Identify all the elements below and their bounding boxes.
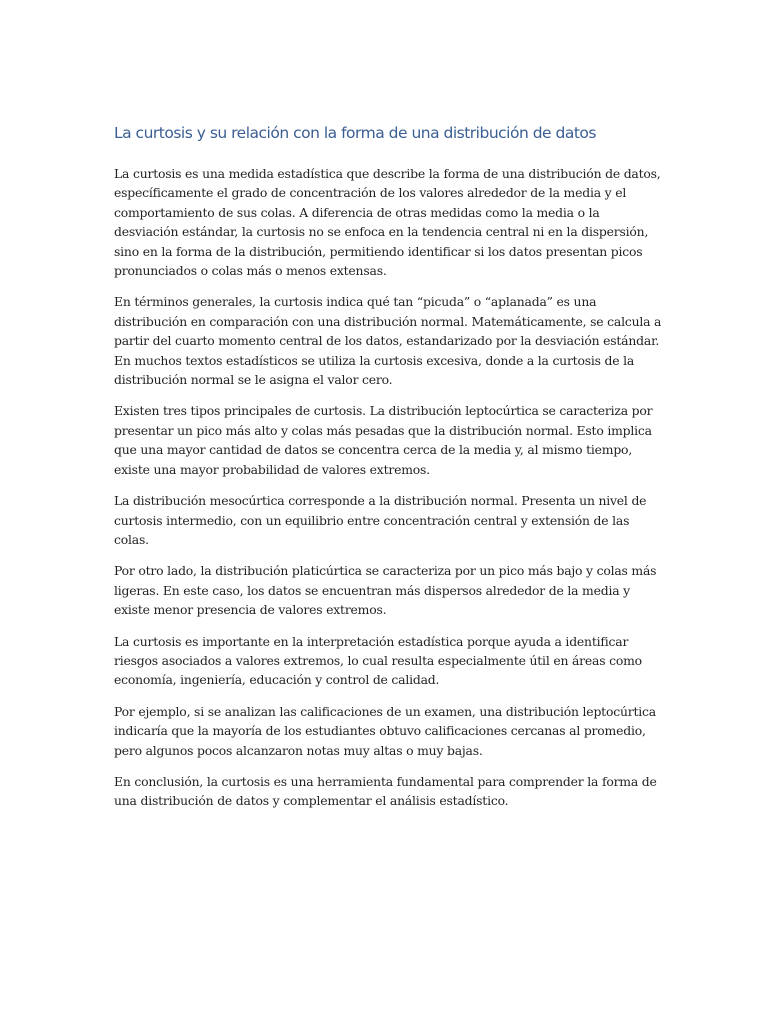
- paragraph-6: La curtosis es importante en la interpretación estadística porque ayuda a identificar riesgos asociados a valores extremos, lo cual resulta especialmente útil en áreas como economía, ingeniería, educación y control de calidad.: [114, 633, 642, 688]
- paragraph-4: La distribución mesocúrtica corresponde a la distribución normal. Presenta un nivel de curtosis intermedio, con un equilibrio entre concentración central y extensión de las colas.: [114, 493, 647, 547]
- document-body: [114, 124, 662, 823]
- paragraph-8: En conclusión, la curtosis es una herramienta fundamental para comprender la forma de una distribución de datos y complementar el análisis estadístico.: [114, 773, 657, 809]
- document-title: La curtosis y su relación con la forma de una distribución de datos: [114, 124, 596, 142]
- paragraph-1: La curtosis es una medida estadística que describe la forma de una distribución de datos, específicamente el grado de concentración de los valores alrededor de la media y el comportamiento de sus colas. A diferencia de otras medidas como la media o la desviación estándar, la curtosis no se enfoca en la tendencia central ni en la dispersión, sino en la forma de la distribución, permitiendo identificar si los datos presentan picos pronunciados o colas más o menos extensas.: [114, 166, 661, 279]
- paragraph-3: Existen tres tipos principales de curtosis. La distribución leptocúrtica se caracteriza por presentar un pico más alto y colas más pesadas que la distribución normal. Esto implica que una mayor cantidad de datos se concentra cerca de la media y, al mismo tiempo, existe una mayor probabilidad de valores extremos.: [114, 403, 653, 477]
- paragraph-2: En términos generales, la curtosis indica qué tan “picuda” o “aplanada” es una distribución en comparación con una distribución normal. Matemáticamente, se calcula a partir del cuarto momento central de los datos, estandarizado por la desviación estándar. En muchos textos estadísticos se utiliza la curtosis excesiva, donde a la curtosis de la distribución normal se le asigna el valor cero.: [114, 294, 662, 388]
- paragraph-7: Por ejemplo, si se analizan las calificaciones de un examen, una distribución leptocúrtica indicaría que la mayoría de los estudiantes obtuvo calificaciones cercanas al promedio, pero algunos pocos alcanzaron notas muy altas o muy bajas.: [114, 703, 656, 758]
- paragraph-5: Por otro lado, la distribución platicúrtica se caracteriza por un pico más bajo y colas más ligeras. En este caso, los datos se encuentran más dispersos alrededor de la media y existe menor presencia de valores extremos.: [114, 563, 657, 618]
